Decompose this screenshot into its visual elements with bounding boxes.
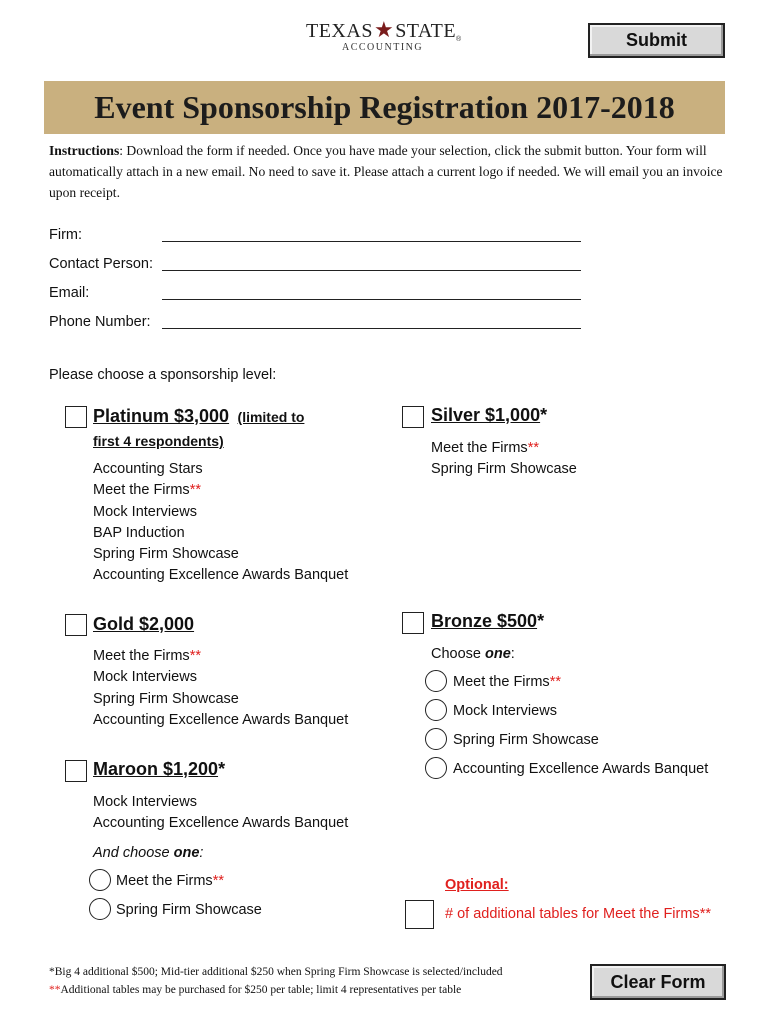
additional-tables-label: # of additional tables for Meet the Firms**	[445, 906, 711, 922]
instructions-label: Instructions	[49, 143, 120, 158]
list-item: Meet the Firms**	[93, 482, 201, 499]
clear-form-button[interactable]: Clear Form	[590, 964, 726, 1000]
list-item: Accounting Stars	[93, 461, 203, 477]
firm-field[interactable]	[162, 241, 581, 242]
list-item: Mock Interviews	[93, 503, 197, 520]
bronze-radio-meet-the-firms[interactable]	[425, 670, 447, 692]
list-item: Meet the Firms**	[431, 440, 539, 456]
bronze-title: Bronze $500	[431, 611, 538, 631]
list-item: Spring Firm Showcase	[93, 546, 239, 563]
maroon-radio-meet-the-firms[interactable]	[89, 869, 111, 891]
optional-heading: Optional:	[445, 877, 509, 893]
logo-subtitle: ACCOUNTING	[342, 42, 424, 53]
registered-mark: ®	[456, 36, 462, 43]
list-item: Meet the Firms**	[93, 648, 201, 664]
silver-benefits	[431, 438, 577, 481]
title-banner	[44, 81, 725, 134]
submit-button[interactable]: Submit	[588, 23, 725, 58]
additional-tables-input[interactable]	[405, 900, 434, 929]
list-item: BAP Induction	[93, 524, 185, 541]
gold-checkbox[interactable]	[65, 614, 87, 636]
footnote-tables: **Additional tables may be purchased for $250 per table; limit 4 representatives per table	[49, 984, 462, 996]
list-item: Spring Firm Showcase	[93, 690, 239, 707]
footnote-big4: *Big 4 additional $500; Mid-tier additional $250 when Spring Firm Showcase is selected/included	[49, 966, 503, 978]
maroon-option-label: Meet the Firms**	[116, 873, 224, 889]
platinum-checkbox[interactable]	[65, 406, 87, 428]
bronze-radio-spring-firm-showcase[interactable]	[425, 728, 447, 750]
maroon-option-label: Spring Firm Showcase	[116, 902, 262, 918]
maroon-checkbox[interactable]	[65, 760, 87, 782]
list-item: Accounting Excellence Awards Banquet	[93, 815, 349, 832]
silver-asterisk: *	[540, 405, 548, 425]
list-item: Mock Interviews	[93, 794, 197, 810]
maroon-choose-one: And choose one:	[93, 845, 204, 861]
bronze-heading	[431, 611, 544, 632]
maroon-radio-spring-firm-showcase[interactable]	[89, 898, 111, 920]
instructions-text: : Download the form if needed. Once you have made your selection, click the submit button. Your form will automatically attach in a new email. No need to save it. Please attach a current logo if needed. We will email you an invoice upon receipt.	[49, 143, 723, 200]
email-field[interactable]	[162, 299, 581, 300]
maroon-title: Maroon $1,200	[93, 759, 219, 779]
platinum-benefits	[93, 459, 348, 587]
star-icon: ★	[373, 17, 395, 42]
gold-title: Gold $2,000	[93, 614, 195, 634]
phone-label: Phone Number:	[49, 314, 151, 330]
page-title: Event Sponsorship Registration 2017-2018	[94, 89, 675, 125]
maroon-benefits	[93, 792, 348, 835]
silver-checkbox[interactable]	[402, 406, 424, 428]
list-item: Accounting Excellence Awards Banquet	[93, 567, 349, 584]
platinum-title: Platinum $3,000	[93, 406, 230, 426]
contact-label: Contact Person:	[49, 256, 153, 272]
bronze-radio-awards-banquet[interactable]	[425, 757, 447, 779]
bronze-option-label: Accounting Excellence Awards Banquet	[453, 761, 709, 777]
bronze-radio-mock-interviews[interactable]	[425, 699, 447, 721]
platinum-note-b: first 4 respondents)	[93, 433, 224, 449]
contact-field[interactable]	[162, 270, 581, 271]
instructions	[49, 140, 729, 203]
list-item: Mock Interviews	[93, 669, 197, 686]
bronze-option-label: Spring Firm Showcase	[453, 732, 599, 748]
silver-heading	[431, 405, 547, 426]
list-item: Spring Firm Showcase	[431, 461, 577, 478]
gold-benefits	[93, 646, 348, 731]
phone-field[interactable]	[162, 328, 581, 329]
firm-label: Firm:	[49, 227, 83, 243]
bronze-checkbox[interactable]	[402, 612, 424, 634]
logo-word-state: STATE	[395, 20, 457, 42]
list-item: Accounting Excellence Awards Banquet	[93, 711, 349, 728]
bronze-option-label: Meet the Firms**	[453, 674, 561, 690]
maroon-heading	[93, 759, 225, 780]
bronze-asterisk: *	[537, 611, 545, 631]
email-label: Email:	[49, 285, 90, 301]
maroon-asterisk: *	[218, 759, 226, 779]
silver-title: Silver $1,000	[431, 405, 541, 425]
choose-level-prompt: Please choose a sponsorship level:	[49, 367, 277, 383]
logo-wordmark	[306, 17, 456, 43]
bronze-choose-one: Choose one:	[431, 646, 515, 662]
platinum-note-a: (limited to	[237, 409, 305, 425]
bronze-option-label: Mock Interviews	[453, 703, 557, 719]
platinum-heading	[93, 406, 304, 427]
logo-word-texas: TEXAS	[306, 20, 373, 42]
